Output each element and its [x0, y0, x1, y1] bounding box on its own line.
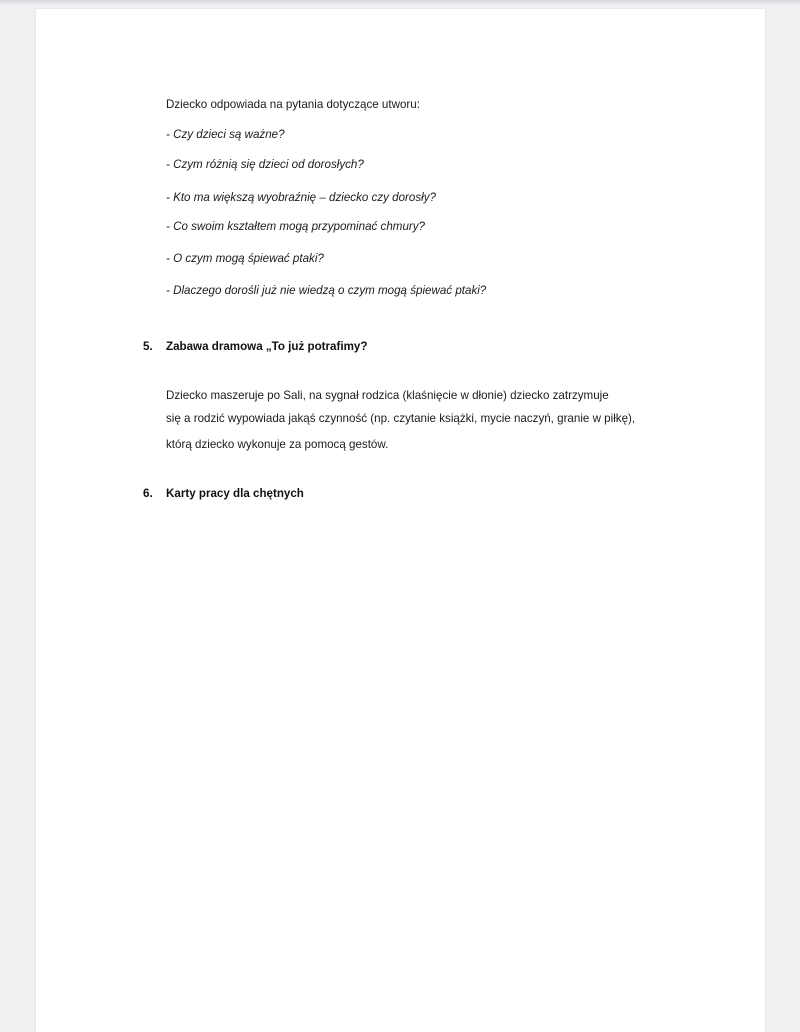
question-item: - O czym mogą śpiewać ptaki? [166, 252, 324, 265]
document-page [36, 9, 765, 1032]
question-item: - Czym różnią się dzieci od dorosłych? [166, 158, 364, 171]
section-5-title: Zabawa dramowa „To już potrafimy? [166, 340, 368, 353]
question-item: - Kto ma większą wyobraźnię – dziecko czy dorosły? [166, 191, 436, 204]
question-item: - Co swoim kształtem mogą przypominać chmury? [166, 220, 426, 233]
section-6-heading [143, 486, 543, 502]
section-5-paragraph-line: Dziecko maszeruje po Sali, na sygnał rodzica (klaśnięcie w dłonie) dziecko zatrzymuje [166, 389, 609, 402]
viewer-top-edge [0, 0, 800, 6]
section-6-title: Karty pracy dla chętnych [166, 487, 304, 500]
section-6-number: 6. [143, 487, 153, 500]
question-item: - Dlaczego dorośli już nie wiedzą o czym mogą śpiewać ptaki? [166, 284, 487, 297]
section-5-paragraph-line: się a rodzić wypowiada jakąś czynność (np. czytanie książki, mycie naczyń, granie w piłkę), [166, 412, 636, 425]
questions-intro: Dziecko odpowiada na pytania dotyczące utworu: [166, 98, 420, 111]
section-5-paragraph-line: którą dziecko wykonuje za pomocą gestów. [166, 438, 389, 451]
section-5-heading [143, 339, 543, 355]
question-item: - Czy dzieci są ważne? [166, 128, 285, 141]
section-5-number: 5. [143, 340, 153, 353]
